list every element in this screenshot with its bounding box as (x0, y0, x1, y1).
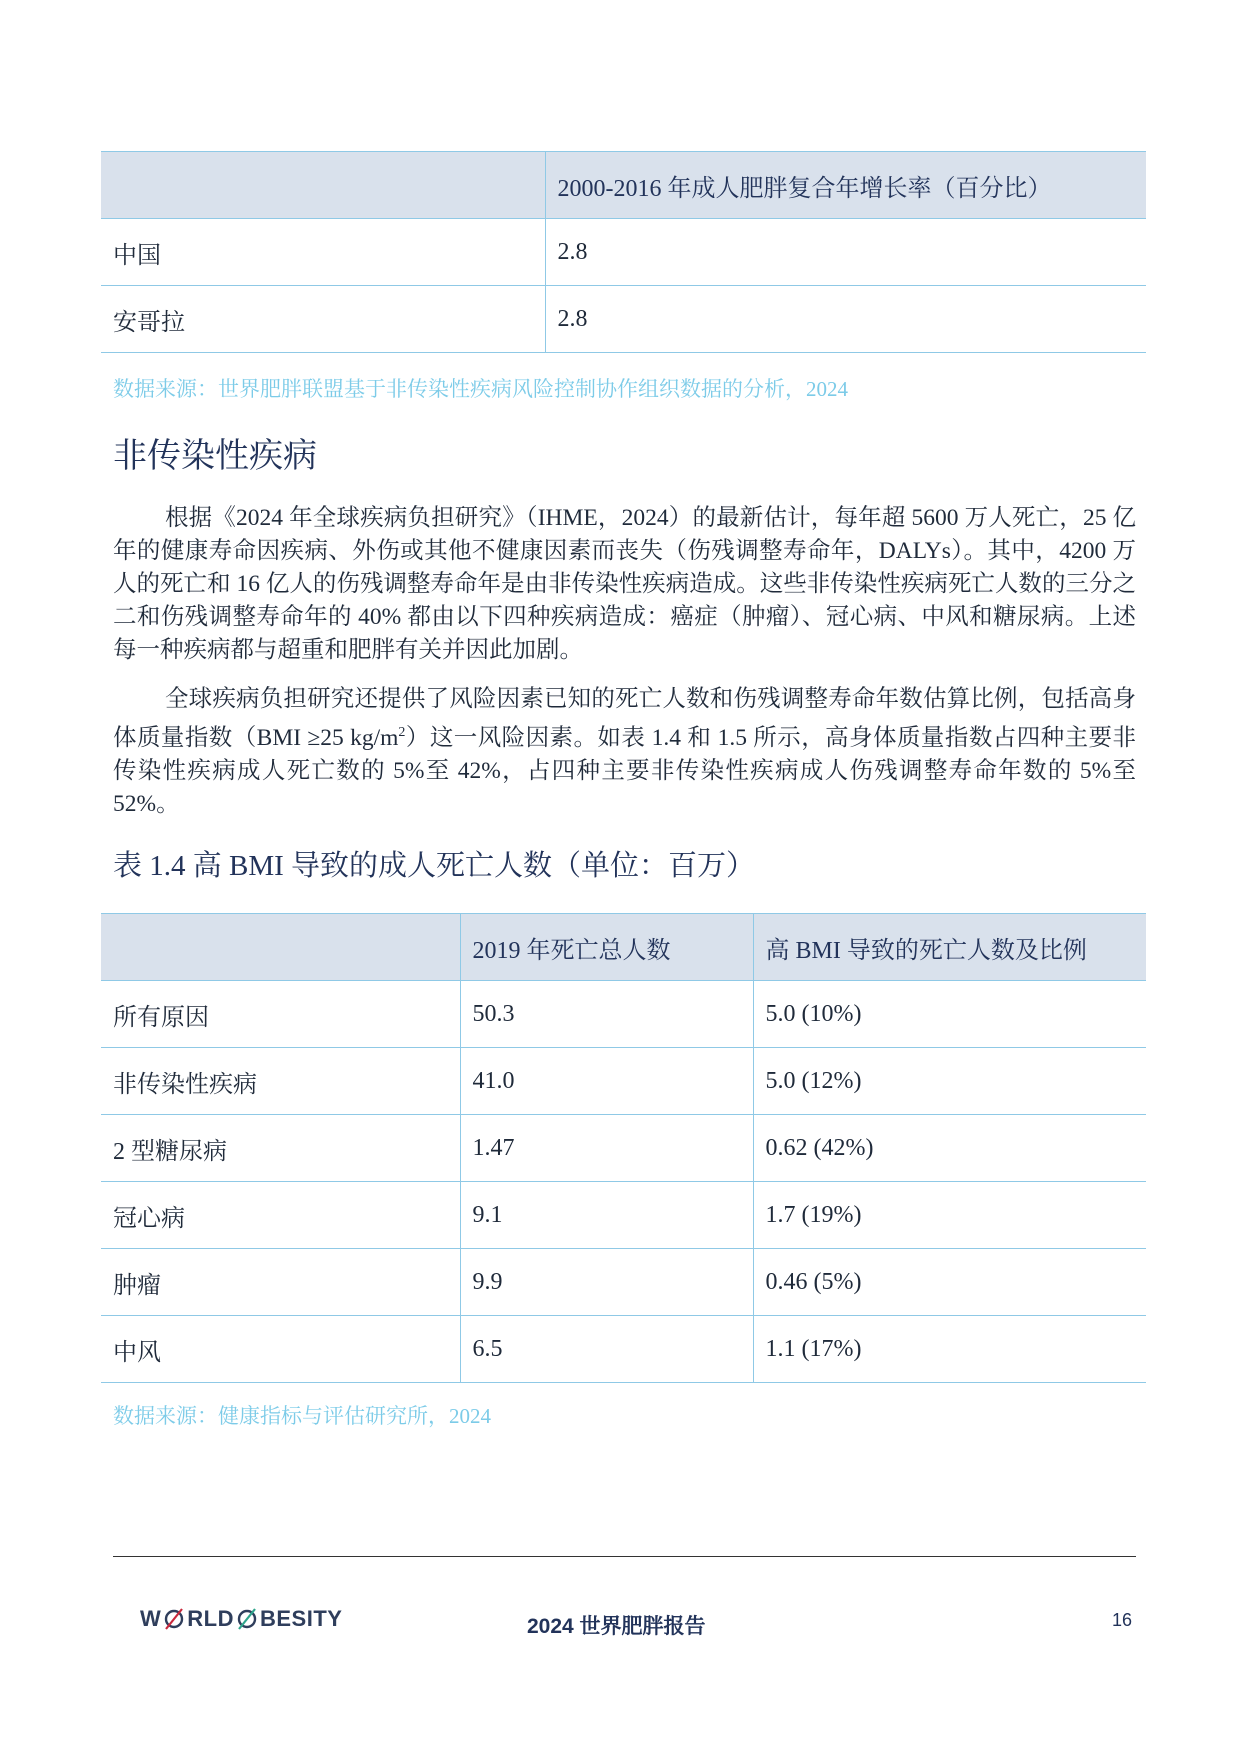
world-obesity-logo (140, 1606, 342, 1632)
footer-divider (113, 1556, 1136, 1557)
cause-cell: 所有原因 (101, 981, 460, 1048)
logo-text-w: W (140, 1606, 162, 1631)
bmi-deaths-cell: 1.1 (17%) (753, 1316, 1146, 1383)
globe-o-icon (163, 1608, 185, 1630)
cause-cell: 肿瘤 (101, 1249, 460, 1316)
table-row (101, 219, 1146, 286)
logo-text-besity: BESITY (259, 1606, 343, 1631)
table-header-row (101, 914, 1146, 981)
header-cell-bmi-deaths: 高 BMI 导致的死亡人数及比例 (753, 914, 1146, 981)
table-row (101, 1048, 1146, 1115)
rate-cell: 2.8 (545, 219, 1146, 286)
country-cell: 中国 (101, 219, 545, 286)
header-cell-total-deaths: 2019 年死亡总人数 (460, 914, 753, 981)
table-row (101, 981, 1146, 1048)
page-number: 16 (1112, 1610, 1133, 1630)
bmi-deaths-cell: 0.46 (5%) (753, 1249, 1146, 1316)
table2-source-note: 数据来源：健康指标与评估研究所，2024 (113, 1404, 491, 1428)
body-paragraph-1: 根据《2024 年全球疾病负担研究》（IHME，2024）的最新估计，每年超 5600 万人死亡，25 亿年的健康寿命因疾病、外伤或其他不健康因素而丧失（伤残调整寿命年，DALYs）。其中，4200 万人的死亡和 16 亿人的伤残调整寿命年是由非传染性疾病造成。这些非传染性疾病死亡人数的三分之二和伤残调整寿命年的 40% 都由以下四种疾病造成：癌症（肿瘤）、冠心病、中风和糖尿病。上述每一种疾病都与超重和肥胖有关并因此加剧。 (113, 505, 1136, 663)
section-heading: 非传染性疾病 (113, 438, 317, 475)
total-deaths-cell: 9.9 (460, 1249, 753, 1316)
table-row (101, 1316, 1146, 1383)
paragraph2-text-b: ）这一风险因素。如表 1.4 和 1.5 所示，高身体质量指数占四种主要非传染性疾病成人死亡数的 5%至 42%，占四种主要非传染性疾病成人伤残调整寿命年数的 5%至 52%。 (113, 724, 1136, 817)
paragraph2-text-a: 全球疾病负担研究还提供了风险因素已知的死亡人数和伤残调整寿命年数估算比例，包括高身体质量指数（BMI ≥25 kg/m (113, 686, 1136, 751)
bmi-deaths-cell: 0.62 (42%) (753, 1115, 1146, 1182)
footer-report-title: 2024 世界肥胖报告 (527, 1615, 706, 1638)
bmi-deaths-cell: 1.7 (19%) (753, 1182, 1146, 1249)
body-paragraph-2 (113, 683, 1136, 821)
logo-text-rld: RLD (187, 1606, 234, 1631)
total-deaths-cell: 1.47 (460, 1115, 753, 1182)
superscript: 2 (398, 725, 406, 740)
table-row (101, 1249, 1146, 1316)
cause-cell: 2 型糖尿病 (101, 1115, 460, 1182)
table-row (101, 286, 1146, 353)
table1-source-note: 数据来源：世界肥胖联盟基于非传染性疾病风险控制协作组织数据的分析，2024 (113, 377, 848, 401)
total-deaths-cell: 6.5 (460, 1316, 753, 1383)
bmi-deaths-cell: 5.0 (10%) (753, 981, 1146, 1048)
table-row (101, 1115, 1146, 1182)
header-cell-empty (101, 152, 545, 219)
bmi-deaths-cell: 5.0 (12%) (753, 1048, 1146, 1115)
cause-cell: 非传染性疾病 (101, 1048, 460, 1115)
rate-cell: 2.8 (545, 286, 1146, 353)
header-cell-empty (101, 914, 460, 981)
cause-cell: 中风 (101, 1316, 460, 1383)
table2-title: 表 1.4 高 BMI 导致的成人死亡人数（单位：百万） (113, 850, 756, 882)
total-deaths-cell: 50.3 (460, 981, 753, 1048)
header-cell-growth-rate: 2000-2016 年成人肥胖复合年增长率（百分比） (545, 152, 1146, 219)
bmi-deaths-table (101, 913, 1146, 1383)
total-deaths-cell: 41.0 (460, 1048, 753, 1115)
total-deaths-cell: 9.1 (460, 1182, 753, 1249)
cause-cell: 冠心病 (101, 1182, 460, 1249)
table-header-row (101, 152, 1146, 219)
growth-rate-table (101, 151, 1146, 353)
country-cell: 安哥拉 (101, 286, 545, 353)
table-row (101, 1182, 1146, 1249)
obesity-o-icon (236, 1608, 258, 1630)
